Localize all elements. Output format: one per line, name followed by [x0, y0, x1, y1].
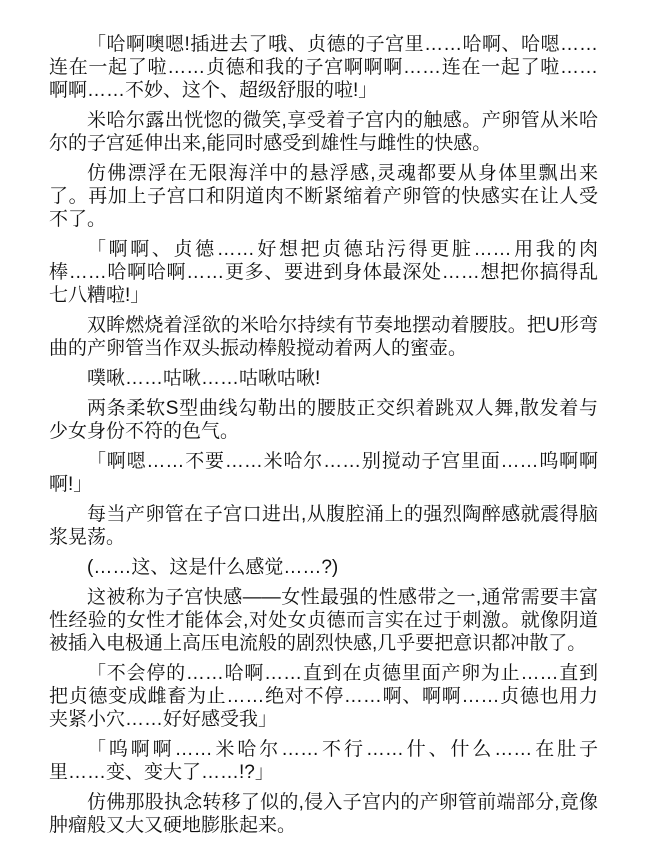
dialogue-paragraph: 「呜啊啊……米哈尔……不行……什、什么……在肚子里……变、变大了……!?」	[49, 739, 598, 783]
narration-paragraph: 米哈尔露出恍惚的微笑,享受着子宫内的触感。产卵管从米哈尔的子宫延伸出来,能同时感受到雄性与雌性的快感。	[49, 110, 598, 154]
narration-paragraph: 仿佛那股执念转移了似的,侵入子宫内的产卵管前端部分,竟像肿瘤般又大又硬地膨胀起来。	[49, 792, 598, 836]
novel-text-content	[49, 33, 598, 837]
dialogue-paragraph: 「哈啊噢嗯!插进去了哦、贞德的子宫里……哈啊、哈嗯……连在一起了啦……贞德和我的子宫啊啊啊……连在一起了啦……啊啊……不妙、这个、超级舒服的啦!」	[49, 34, 598, 101]
narration-paragraph: 这被称为子宫快感——女性最强的性感带之一,通常需要丰富性经验的女性才能体会,对处女贞德而言实在过于刺激。就像阴道被插入电极通上高压电流般的剧烈快感,几乎要把意识都冲散了。	[49, 587, 598, 654]
dialogue-paragraph: 「啊啊、贞德……好想把贞德玷污得更脏……用我的肉棒……哈啊哈啊……更多、要进到身体最深处……想把你搞得乱七八糟啦!」	[49, 239, 598, 306]
inner-thought-paragraph: (……这、这是什么感觉……?)	[87, 557, 339, 578]
narration-paragraph: 每当产卵管在子宫口进出,从腹腔涌上的强烈陶醉感就震得脑浆晃荡。	[49, 504, 598, 548]
narration-paragraph: 两条柔软S型曲线勾勒出的腰肢正交织着跳双人舞,散发着与少女身份不符的色气。	[49, 398, 598, 442]
dialogue-paragraph: 「不会停的……哈啊……直到在贞德里面产卵为止……直到把贞德变成雌畜为止……绝对不停……啊、啊啊……贞德也用力夹紧小穴……好好感受我」	[49, 663, 598, 730]
narration-paragraph: 双眸燃烧着淫欲的米哈尔持续有节奏地摆动着腰肢。把U形弯曲的产卵管当作双头振动棒般搅动着两人的蜜壶。	[49, 315, 598, 359]
sfx-paragraph: 噗啾……咕啾……咕啾咕啾!	[87, 368, 321, 389]
dialogue-paragraph: 「啊嗯……不要……米哈尔……别搅动子宫里面……呜啊啊啊!」	[49, 451, 598, 495]
narration-paragraph: 仿佛漂浮在无限海洋中的悬浮感,灵魂都要从身体里飘出来了。再加上子宫口和阴道肉不断紧缩着产卵管的快感实在让人受不了。	[49, 163, 598, 230]
